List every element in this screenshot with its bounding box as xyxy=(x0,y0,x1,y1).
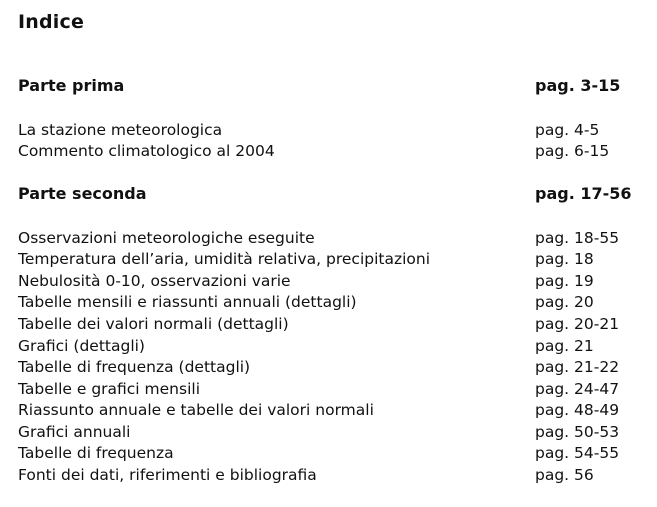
toc-entry-page: pag. 4-5 xyxy=(535,121,600,139)
section-heading-label: Parte seconda xyxy=(18,184,147,203)
toc-entry-page: pag. 18-55 xyxy=(535,229,620,247)
toc-entry-label: Tabelle dei valori normali (dettagli) xyxy=(18,315,289,333)
page-title: Indice xyxy=(18,11,85,33)
toc-entry-page: pag. 20-21 xyxy=(535,315,620,333)
section-heading-label: Parte prima xyxy=(18,76,125,95)
toc-entry-label: Tabelle di frequenza (dettagli) xyxy=(18,358,251,376)
toc-entry-label: Commento climatologico al 2004 xyxy=(18,142,275,160)
toc-entry-label: Osservazioni meteorologiche eseguite xyxy=(18,229,315,247)
toc-entry-page: pag. 21-22 xyxy=(535,358,620,376)
toc-entry-page: pag. 18 xyxy=(535,250,594,268)
toc-entry-page: pag. 54-55 xyxy=(535,444,620,462)
toc-entry-label: Riassunto annuale e tabelle dei valori normali xyxy=(18,401,374,419)
section-heading-page: pag. 17-56 xyxy=(535,184,632,203)
toc-entry-page: pag. 24-47 xyxy=(535,380,620,398)
toc-entry-label: Tabelle mensili e riassunti annuali (dettagli) xyxy=(18,293,357,311)
toc-entry-label: Nebulosità 0-10, osservazioni varie xyxy=(18,272,291,290)
toc-entry-page: pag. 6-15 xyxy=(535,142,610,160)
toc-entry-label: Fonti dei dati, riferimenti e bibliografia xyxy=(18,466,317,484)
toc-entry-label: Temperatura dell’aria, umidità relativa, precipitazioni xyxy=(18,250,431,268)
toc-entry-page: pag. 20 xyxy=(535,293,594,311)
toc-entry-label: Tabelle e grafici mensili xyxy=(18,380,200,398)
toc-entry-label: Grafici annuali xyxy=(18,423,131,441)
toc-entry-page: pag. 19 xyxy=(535,272,594,290)
toc-entry-page: pag. 48-49 xyxy=(535,401,620,419)
toc-entry-label: Tabelle di frequenza xyxy=(18,444,174,462)
toc-entry-page: pag. 21 xyxy=(535,337,594,355)
toc-entry-page: pag. 50-53 xyxy=(535,423,620,441)
toc-entry-label: Grafici (dettagli) xyxy=(18,337,145,355)
section-heading-page: pag. 3-15 xyxy=(535,76,621,95)
toc-entry-page: pag. 56 xyxy=(535,466,594,484)
toc-entry-label: La stazione meteorologica xyxy=(18,121,223,139)
